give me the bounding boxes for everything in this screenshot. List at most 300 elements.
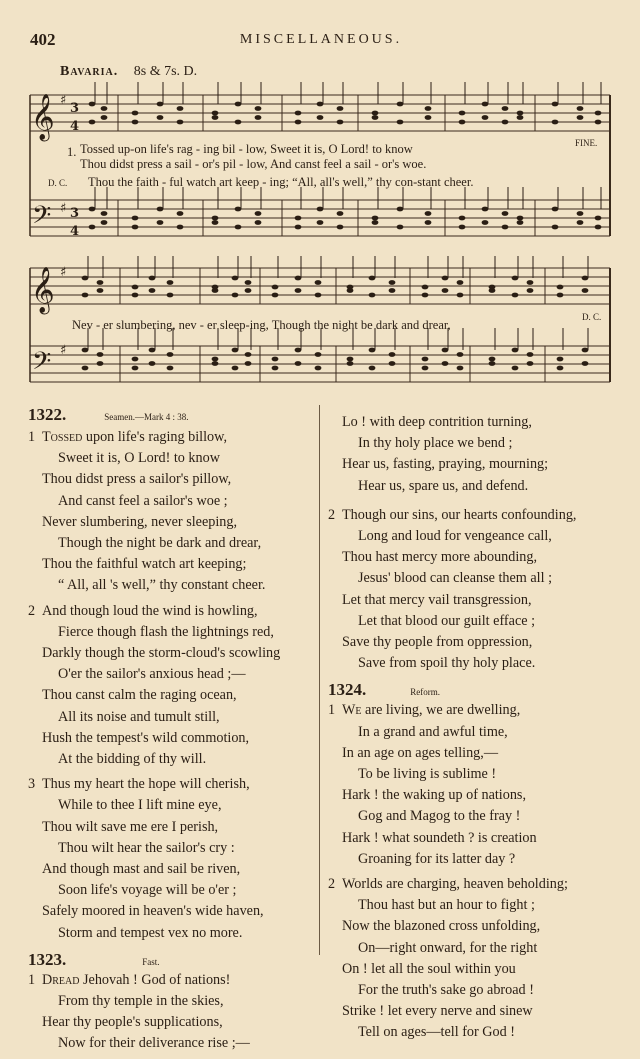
note-head — [502, 211, 509, 216]
stanza-line — [28, 859, 318, 880]
note-head — [372, 111, 379, 116]
line-text: Sweet it is, O Lord! to know — [58, 450, 220, 467]
note-head — [595, 120, 602, 125]
note-head — [582, 276, 589, 281]
left-column — [28, 405, 318, 1059]
note-head — [89, 225, 96, 230]
note-head — [232, 366, 239, 371]
stanza-line — [328, 653, 623, 674]
barlines — [30, 95, 610, 382]
note-head — [517, 216, 524, 221]
stanza-line — [28, 728, 318, 749]
note-head — [372, 220, 379, 225]
stanza-line — [328, 526, 623, 547]
stanza-line — [28, 970, 318, 991]
staff-bass-2 — [30, 346, 610, 382]
note-head — [235, 225, 242, 230]
note-head — [245, 352, 252, 357]
note-head — [82, 276, 89, 281]
dc-end-marker: D. C. — [582, 312, 602, 322]
hymn-reference: Seamen.—Mark 4 : 38. — [104, 412, 189, 422]
note-head — [132, 111, 139, 116]
note-head — [552, 120, 559, 125]
line-text: Now the blazoned cross unfolding, — [342, 918, 541, 935]
stanza-line — [328, 916, 623, 937]
hymn-1323-continued — [328, 412, 623, 674]
right-column — [328, 412, 623, 1048]
note-head — [295, 276, 302, 281]
note-head — [442, 288, 449, 293]
note-head — [372, 115, 379, 120]
note-head — [422, 285, 429, 290]
note-head — [595, 225, 602, 230]
note-head — [457, 352, 464, 357]
note-head — [235, 102, 242, 107]
stanza-line — [28, 685, 318, 706]
music-lyric-line1-verse2: Thou didst press a sail - or's pil - low, And canst feel a sail - or's woe. — [80, 157, 427, 171]
note-head — [272, 285, 279, 290]
line-text: Lo ! with deep contrition turning, — [342, 414, 532, 430]
note-head — [167, 352, 174, 357]
note-head — [459, 216, 466, 221]
treble-clef-icon: 𝄞 — [31, 94, 55, 140]
stanza-line — [28, 533, 318, 554]
stanza-line — [28, 880, 318, 901]
sharp-icon: ♯ — [60, 343, 67, 358]
note-head — [212, 111, 219, 116]
note-head — [132, 216, 139, 221]
note-head — [317, 207, 324, 212]
note-head — [167, 280, 174, 285]
staff-treble-2 — [30, 268, 610, 304]
note-head — [315, 280, 322, 285]
note-head — [527, 280, 534, 285]
line-text: Darkly though the storm-cloud's scowling — [42, 645, 281, 662]
music-lyric-line2: Nev - er slumbering, nev - er sleep-ing, Though the night be dark and drear, — [72, 318, 451, 332]
note-head — [132, 293, 139, 298]
note-head — [255, 211, 262, 216]
fine-marker: FINE. — [575, 138, 598, 148]
bass-clef-icon: 𝄢 — [32, 347, 52, 382]
note-head — [489, 288, 496, 293]
hymn-body — [28, 970, 318, 1055]
stanza-line — [28, 817, 318, 838]
note-head — [347, 357, 354, 362]
note-head — [177, 211, 184, 216]
note-head — [101, 220, 108, 225]
note-head — [317, 115, 324, 120]
note-head — [235, 120, 242, 125]
stanza-line — [328, 590, 623, 611]
note-head — [369, 293, 376, 298]
line-text: And though mast and sail be riven, — [42, 861, 241, 878]
stanza-line — [28, 901, 318, 922]
note-head — [442, 361, 449, 366]
note-head — [512, 366, 519, 371]
stanza-line — [328, 505, 623, 526]
note-head — [347, 288, 354, 293]
line-text: In a grand and awful time, — [358, 723, 508, 740]
note-head — [517, 220, 524, 225]
line-text: Thou didst press a sailor's pillow, — [42, 471, 232, 488]
sharp-icon: ♯ — [60, 93, 67, 108]
note-head — [527, 352, 534, 357]
note-head — [577, 220, 584, 225]
note-head — [502, 225, 509, 230]
note-head — [397, 120, 404, 125]
note-head — [577, 106, 584, 111]
stanza-line — [328, 568, 623, 589]
dc-marker: D. C. — [48, 178, 68, 188]
line-text: Long and loud for vengeance call, — [358, 528, 552, 545]
stanza-number: 1 — [328, 702, 336, 719]
stanza-number: 2 — [28, 602, 36, 619]
note-head — [149, 361, 156, 366]
stanza-first-word: We — [342, 702, 362, 719]
note-head — [97, 361, 104, 366]
stanza-line — [28, 923, 318, 944]
line-text: Jehovah ! God of nations! — [79, 971, 231, 988]
line-text: Hear thy people's supplications, — [42, 1014, 223, 1031]
stanza-line — [328, 547, 623, 568]
note-head — [235, 207, 242, 212]
stanza-line — [28, 1033, 318, 1054]
note-head — [89, 207, 96, 212]
stanza-line — [328, 895, 623, 916]
stanza-number: 2 — [328, 876, 336, 893]
note-head — [167, 293, 174, 298]
hymn-header — [28, 405, 318, 425]
note-head — [295, 120, 302, 125]
note-head — [425, 211, 432, 216]
line-text: Hear us, fasting, praying, mourning; — [342, 456, 549, 473]
note-head — [157, 207, 164, 212]
line-text: upon life's raging billow, — [82, 429, 228, 445]
line-text: Never slumbering, never sleeping, — [42, 513, 238, 530]
note-head — [232, 293, 239, 298]
note-head — [482, 102, 489, 107]
stanza-line — [328, 849, 623, 870]
note-head — [97, 352, 104, 357]
verse-number-marker: 1. — [67, 145, 77, 159]
note-head — [595, 216, 602, 221]
note-head — [557, 285, 564, 290]
note-head — [347, 361, 354, 366]
line-text: All its noise and tumult still, — [58, 708, 220, 725]
line-text: Storm and tempest vex no more. — [58, 924, 243, 941]
stanza-line — [328, 828, 623, 849]
note-head — [295, 225, 302, 230]
hymn-header — [28, 950, 318, 970]
line-text: In an age on ages telling,— — [342, 744, 499, 761]
note-head — [389, 288, 396, 293]
line-text: Thou hast but an hour to fight ; — [358, 897, 535, 914]
line-text: Save from spoil thy holy place. — [358, 655, 536, 672]
note-head — [317, 220, 324, 225]
note-head — [97, 280, 104, 285]
note-head — [132, 120, 139, 125]
stanza-number: 2 — [328, 506, 336, 523]
stanza-number: 1 — [28, 429, 36, 445]
hymn-body — [28, 427, 318, 944]
note-head — [212, 220, 219, 225]
line-text: For the truth's sake go abroad ! — [358, 982, 534, 999]
note-head — [577, 211, 584, 216]
line-text: Let that mercy vail transgression, — [342, 591, 532, 608]
stanza-number: 1 — [28, 971, 36, 988]
note-head — [255, 220, 262, 225]
note-head — [167, 366, 174, 371]
tune-name: Bavaria. — [60, 64, 119, 79]
line-text: Thou hast mercy more abounding, — [342, 549, 538, 566]
stanza-line — [28, 491, 318, 512]
stanza-line — [28, 448, 318, 469]
stanza-line — [28, 749, 318, 770]
note-head — [232, 276, 239, 281]
line-text: At the bidding of thy will. — [58, 751, 207, 768]
note-head — [149, 276, 156, 281]
column-divider — [319, 405, 320, 955]
note-head — [82, 293, 89, 298]
line-text: Hear us, spare us, and defend. — [358, 477, 529, 494]
note-head — [517, 115, 524, 120]
note-head — [132, 357, 139, 362]
note-head — [295, 216, 302, 221]
note-head — [557, 357, 564, 362]
line-text: Groaning for its latter day ? — [358, 850, 516, 867]
note-head — [582, 361, 589, 366]
note-head — [157, 115, 164, 120]
note-head — [397, 225, 404, 230]
stanza-line — [328, 722, 623, 743]
note-head — [552, 225, 559, 230]
hymn-reference: Fast. — [142, 956, 160, 967]
time-signature: 3 — [70, 206, 80, 221]
note-head — [389, 352, 396, 357]
stanza-line — [328, 806, 623, 827]
stanza-line — [328, 1001, 623, 1022]
note-head — [369, 348, 376, 353]
note-head — [132, 225, 139, 230]
note-head — [337, 225, 344, 230]
note-head — [315, 293, 322, 298]
stanza-line — [28, 427, 318, 448]
stanza-line — [28, 838, 318, 859]
stanza-line — [328, 632, 623, 653]
stanza-line — [28, 1012, 318, 1033]
line-text: Fierce though flash the lightnings red, — [58, 623, 274, 640]
note-head — [512, 348, 519, 353]
stanza-line — [328, 433, 623, 454]
hymn-number: 1324. — [328, 680, 367, 700]
note-head — [255, 106, 262, 111]
note-head — [82, 366, 89, 371]
hymn-1322 — [28, 405, 318, 944]
note-head — [255, 115, 262, 120]
bass-clef-icon: 𝄢 — [32, 201, 52, 236]
note-head — [212, 216, 219, 221]
note-head — [177, 106, 184, 111]
stanza-first-word: Dread — [42, 971, 80, 988]
note-head — [442, 276, 449, 281]
line-text: Strike ! let every nerve and sinew — [342, 1003, 533, 1020]
stanza-line — [328, 938, 623, 959]
line-text: And canst feel a sailor's woe ; — [58, 492, 228, 509]
note-head — [295, 288, 302, 293]
note-head — [425, 106, 432, 111]
note-head — [272, 366, 279, 371]
note-head — [502, 120, 509, 125]
note-head — [245, 361, 252, 366]
stanza-first-word: Tossed — [42, 429, 83, 445]
line-text: Let that blood our guilt efface ; — [358, 612, 536, 629]
stanza-line — [28, 575, 318, 596]
line-text: Worlds are charging, heaven beholding; — [342, 876, 568, 893]
music-lyric-line1-dc: Thou the faith - ful watch art keep - ing; “All, all's well,” thy con-stant cheer. — [88, 175, 474, 189]
stanza-line — [328, 454, 623, 475]
music-staves — [30, 95, 610, 382]
page-number: 402 — [30, 30, 56, 49]
note-head — [315, 366, 322, 371]
hymn-1323 — [28, 950, 318, 1055]
music-lyric-line1-verse1: Tossed up-on life's rag - ing bil - low, Sweet it is, O Lord! to know — [80, 142, 413, 156]
hymn-reference: Reform. — [410, 687, 440, 698]
note-head — [315, 352, 322, 357]
note-head — [369, 276, 376, 281]
line-text: Gog and Magog to the fray ! — [358, 808, 521, 825]
line-text: Thus my heart the hope will cherish, — [42, 776, 250, 793]
line-text: To be living is sublime ! — [358, 766, 497, 783]
note-head — [389, 361, 396, 366]
time-signature: 4 — [70, 224, 80, 239]
note-head — [459, 120, 466, 125]
line-text: Thou the faithful watch art keeping; — [42, 556, 247, 573]
note-head — [272, 357, 279, 362]
stanza-line — [328, 1022, 623, 1043]
note-head — [82, 348, 89, 353]
note-head — [272, 293, 279, 298]
line-text: And though loud the wind is howling, — [42, 602, 258, 619]
note-head — [89, 102, 96, 107]
note-head — [317, 102, 324, 107]
note-head — [425, 115, 432, 120]
note-head — [245, 280, 252, 285]
note-head — [389, 280, 396, 285]
stanza-line — [28, 795, 318, 816]
stanza-line — [328, 785, 623, 806]
stanza-line — [28, 707, 318, 728]
line-text: Thou canst calm the raging ocean, — [42, 687, 237, 704]
note-head — [459, 225, 466, 230]
note-head — [149, 288, 156, 293]
note-head — [422, 366, 429, 371]
note-head — [527, 288, 534, 293]
line-text: Hark ! the waking up of nations, — [342, 787, 527, 804]
note-head — [459, 111, 466, 116]
note-head — [552, 102, 559, 107]
note-head — [397, 207, 404, 212]
stanza-number: 3 — [28, 776, 36, 793]
line-text: Hush the tempest's wild commotion, — [42, 729, 250, 746]
note-head — [512, 293, 519, 298]
note-head — [295, 111, 302, 116]
note-head — [397, 102, 404, 107]
hymn-header — [328, 680, 623, 700]
line-text: O'er the sailor's anxious head ;— — [58, 666, 246, 683]
note-head — [517, 111, 524, 116]
note-head — [482, 115, 489, 120]
note-head — [489, 357, 496, 362]
line-text: Hark ! what soundeth ? is creation — [342, 829, 537, 846]
stanza-line — [328, 764, 623, 785]
note-head — [97, 288, 104, 293]
note-head — [149, 348, 156, 353]
note-head — [212, 361, 219, 366]
note-head — [132, 285, 139, 290]
sharp-icon: ♯ — [60, 265, 67, 280]
stanza-line — [328, 743, 623, 764]
stanza-line — [28, 664, 318, 685]
note-head — [212, 115, 219, 120]
note-head — [157, 220, 164, 225]
line-text: On ! let all the soul within you — [342, 960, 516, 977]
clefs — [31, 93, 79, 382]
note-head — [337, 120, 344, 125]
note-head — [502, 106, 509, 111]
stanza-line — [328, 476, 623, 497]
note-head — [422, 357, 429, 362]
note-head — [245, 288, 252, 293]
note-head — [557, 366, 564, 371]
note-head — [295, 348, 302, 353]
time-signature: 4 — [70, 119, 80, 134]
sharp-icon: ♯ — [60, 201, 67, 216]
stanza-line — [328, 980, 623, 1001]
note-head — [295, 361, 302, 366]
line-text: Thou wilt hear the sailor's cry : — [58, 839, 235, 856]
note-head — [422, 293, 429, 298]
note-head — [512, 276, 519, 281]
line-text: Now for their deliverance rise ;— — [58, 1035, 250, 1052]
note-head — [582, 288, 589, 293]
note-head — [552, 207, 559, 212]
stanza-line — [28, 991, 318, 1012]
line-text: In thy holy place we bend ; — [358, 435, 513, 452]
hymn-body — [328, 700, 623, 1043]
note-head — [132, 366, 139, 371]
stanza-line — [28, 512, 318, 533]
time-signature: 3 — [70, 101, 80, 116]
note-head — [425, 220, 432, 225]
note-head — [457, 293, 464, 298]
note-head — [557, 293, 564, 298]
running-head: MISCELLANEOUS. — [239, 32, 403, 47]
line-text: Jesus' blood can cleanse them all ; — [358, 570, 553, 587]
note-head — [372, 216, 379, 221]
note-head — [177, 120, 184, 125]
note-head — [101, 106, 108, 111]
note-head — [482, 220, 489, 225]
note-head — [577, 115, 584, 120]
note-head — [232, 348, 239, 353]
note-head — [457, 280, 464, 285]
hymn-1324 — [328, 680, 623, 1043]
stanza-line — [28, 643, 318, 664]
note-head — [101, 211, 108, 216]
stanza-line — [328, 874, 623, 895]
treble-clef-icon: 𝄞 — [31, 267, 55, 313]
note-head — [369, 366, 376, 371]
